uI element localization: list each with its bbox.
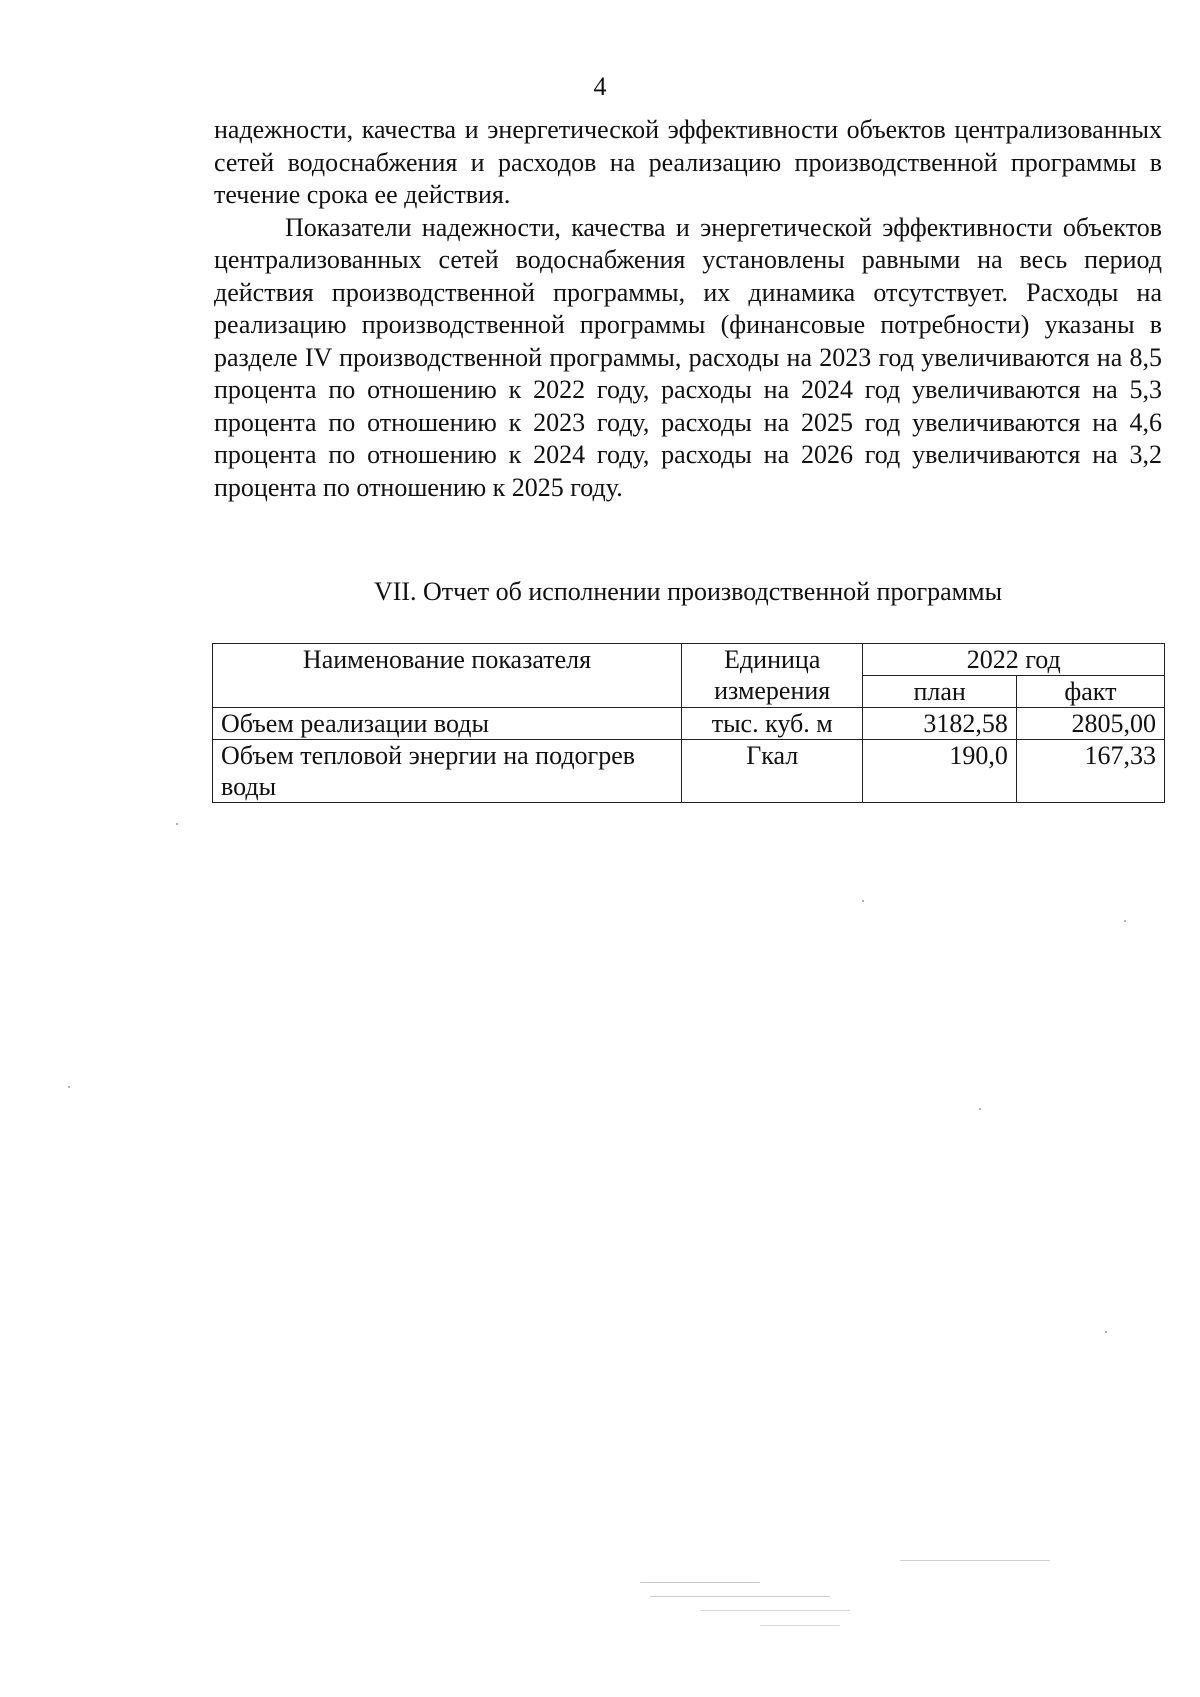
table-row xyxy=(213,708,1165,740)
header-year-cell xyxy=(863,644,1165,676)
table-row xyxy=(213,740,1165,803)
report-table xyxy=(212,643,1165,803)
row-plan: 190,0 xyxy=(949,741,1008,770)
header-fact: факт xyxy=(1064,677,1117,706)
scan-artifact xyxy=(68,1086,70,1088)
scan-artifact xyxy=(650,1596,830,1597)
page-number: 4 xyxy=(593,72,607,101)
row-fact-cell xyxy=(1016,740,1164,803)
table-header-row xyxy=(213,644,1165,676)
scan-artifact xyxy=(979,1108,981,1110)
header-unit-cell xyxy=(682,644,863,708)
row-fact: 2805,00 xyxy=(1071,709,1156,738)
row-unit-cell xyxy=(682,708,863,740)
header-year: 2022 год xyxy=(966,645,1061,674)
scan-artifact xyxy=(640,1582,760,1583)
header-plan: план xyxy=(913,677,966,706)
row-unit: тыс. куб. м xyxy=(711,709,833,738)
row-unit-cell xyxy=(682,740,863,803)
paragraph-continuation: надежности, качества и энергетической эффективности объектов централизованных сетей водоснабжения и расходов на реализацию производственной программы в течение срока ее действия. xyxy=(214,115,1162,209)
row-plan-cell xyxy=(863,740,1016,803)
header-fact-cell xyxy=(1016,676,1164,708)
section-title: VII. Отчет об исполнении производственной программы xyxy=(373,577,1003,606)
scan-artifact xyxy=(760,1625,840,1626)
header-plan-cell xyxy=(863,676,1016,708)
row-name-cell xyxy=(213,740,682,803)
row-plan-cell xyxy=(863,708,1016,740)
row-fact-cell xyxy=(1016,708,1164,740)
scan-artifact xyxy=(1105,1331,1107,1333)
row-name: Объем реализации воды xyxy=(221,709,489,738)
paragraph-indicators: Показатели надежности, качества и энергетической эффективности объектов централизованных сетей водоснабжения установлены равными на весь период действия производственной программы, их динамика отсутствует. Расходы на реализацию производственной программы (финансовые потребности) указаны в разделе IV производственной программы, расходы на 2023 год увеличиваются на 8,5 процента по отношению к 2022 году, расходы на 2024 год увеличиваются на 5,3 процента по отношению к 2023 году, расходы на 2025 год увеличиваются на 4,6 процента по отношению к 2024 году, расходы на 2026 год увеличиваются на 3,2 процента по отношению к 2025 году. xyxy=(214,212,1162,502)
header-unit: Единица измерения xyxy=(714,645,831,705)
row-plan: 3182,58 xyxy=(923,709,1008,738)
body-text xyxy=(214,114,1162,504)
scan-artifact xyxy=(176,823,178,825)
row-name-cell xyxy=(213,708,682,740)
scan-artifact xyxy=(900,1560,1050,1561)
header-name-cell xyxy=(213,644,682,708)
scan-artifact xyxy=(700,1610,850,1611)
row-fact: 167,33 xyxy=(1084,741,1156,770)
scan-artifact xyxy=(862,900,864,902)
row-unit: Гкал xyxy=(746,741,799,770)
header-name: Наименование показателя xyxy=(302,645,592,674)
row-name: Объем тепловой энергии на подогрев воды xyxy=(221,741,636,801)
scan-artifact xyxy=(1124,920,1126,922)
